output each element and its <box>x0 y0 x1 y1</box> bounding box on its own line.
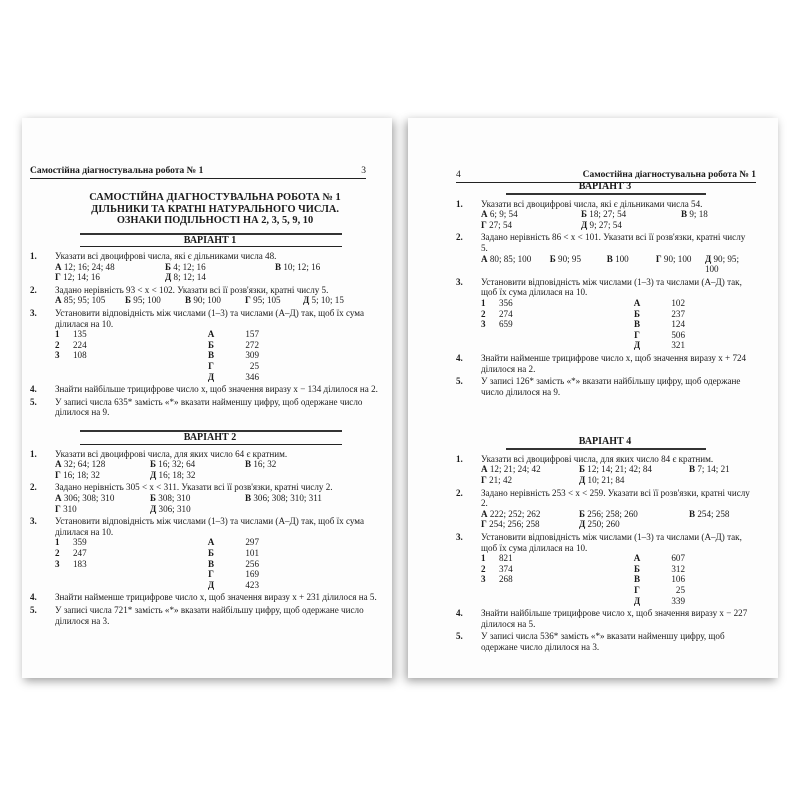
task-3 <box>30 516 390 590</box>
text: 297 <box>245 537 259 548</box>
task-4 <box>456 608 754 629</box>
text: 1 <box>481 553 486 564</box>
task-5 <box>456 376 754 397</box>
task-5 <box>30 605 390 626</box>
text: 1 <box>55 537 60 548</box>
text: Б <box>207 339 214 350</box>
text: А <box>207 329 215 340</box>
text: ОЗНАКИ ПОДІЛЬНОСТІ НА 2, 3, 5, 9, 10 <box>116 215 314 226</box>
option: Б 4; 12; 16 <box>165 261 206 272</box>
option: Г 16; 18; 32 <box>55 469 100 480</box>
text: 108 <box>73 350 87 361</box>
text: САМОСТІЙНА ДІАГНОСТУВАЛЬНА РОБОТА № 1 <box>89 192 341 203</box>
text: 124 <box>671 319 685 330</box>
work-title <box>60 192 370 227</box>
text: Установити відповідність між числами (1–3) та числами (А–Д) так, щоб їх сума ділилася на 10. <box>55 308 365 329</box>
text: 4. <box>456 608 463 619</box>
text: А <box>207 537 215 548</box>
text: 247 <box>73 547 87 558</box>
text: 312 <box>671 563 685 574</box>
text: В <box>207 558 215 569</box>
task-5 <box>456 631 754 652</box>
text: Б <box>633 308 640 319</box>
text: Б <box>633 563 640 574</box>
text: 2 <box>55 339 60 350</box>
option: А 222; 252; 262 <box>481 508 541 519</box>
header-title: Самостійна діагностувальна робота № 1 <box>30 166 204 176</box>
task-2 <box>456 488 754 530</box>
task-2 <box>30 285 390 306</box>
text: 2. <box>456 487 463 498</box>
text: Указати всі двоцифрові числа, які є дільниками числа 54. <box>481 198 703 209</box>
text: Д <box>633 340 641 351</box>
option: А 80; 85; 100 <box>481 253 532 264</box>
text: 101 <box>245 547 259 558</box>
option: Б 12; 14; 21; 42; 84 <box>579 464 652 475</box>
task-1 <box>456 454 754 486</box>
option: Г 310 <box>55 503 77 514</box>
task-4 <box>30 384 390 395</box>
option: Д 250; 260 <box>579 519 620 530</box>
text: 268 <box>499 574 513 585</box>
text: Задано нерівність 93 < x < 102. Указати всі її розв'язки, кратні числу 5. <box>55 284 329 295</box>
text: 346 <box>245 371 259 382</box>
text: 5. <box>30 396 37 407</box>
text: Задано нерівність 86 < x < 101. Указати всі її розв'язки, кратні числу 5. <box>481 232 746 253</box>
text: 321 <box>671 340 685 351</box>
text: 4. <box>456 352 463 363</box>
text: 4. <box>30 384 37 395</box>
text: 106 <box>671 574 685 585</box>
matching-table <box>481 553 754 606</box>
text: Г <box>634 585 640 595</box>
text: 183 <box>73 558 87 569</box>
text: Г <box>634 329 640 340</box>
text: 25 <box>675 585 685 595</box>
text: 3. <box>30 308 37 319</box>
text: Знайти найбільше трицифрове число x, щоб значення виразу x − 227 ділилося на 5. <box>481 608 748 629</box>
text: 659 <box>499 319 513 330</box>
text: Указати всі двоцифрові числа, для яких число 84 є кратним. <box>481 453 714 464</box>
text: А <box>633 553 641 564</box>
option: Г 27; 54 <box>481 219 513 230</box>
text: 356 <box>499 297 513 308</box>
text: 359 <box>73 537 87 548</box>
task-4 <box>30 592 390 603</box>
text: 1. <box>456 453 463 464</box>
option: Г 95; 105 <box>245 295 281 306</box>
text: Установити відповідність між числами (1–3) та числами (А–Д) так, щоб їх сума ділилася на 10. <box>55 516 365 537</box>
variant-4-heading: ВАРІАНТ 4 <box>578 436 632 448</box>
task-3 <box>456 532 754 606</box>
text: Д <box>207 371 215 382</box>
text: Указати всі двоцифрові числа, які є дільниками числа 48. <box>55 251 277 262</box>
left-page <box>22 118 392 678</box>
text: Установити відповідність між числами (1–3) та числами (А–Д) так, щоб їх сума ділилася на 10. <box>481 532 742 553</box>
text: 4. <box>30 592 37 603</box>
text: 506 <box>671 329 685 340</box>
option: Д 90; 95; 100 <box>704 253 739 275</box>
option: В 306; 308; 310; 311 <box>245 492 322 503</box>
text: 157 <box>245 329 259 340</box>
text: В <box>207 350 215 361</box>
variant-rule <box>506 448 706 450</box>
option: Б 90; 95 <box>549 253 582 264</box>
variant-3-heading: ВАРІАНТ 3 <box>578 181 632 192</box>
header-rule <box>30 178 366 179</box>
text: 5. <box>456 376 463 387</box>
option: В 254; 258 <box>689 508 730 519</box>
text: Д <box>207 579 215 590</box>
option: Г 21; 42 <box>481 475 513 486</box>
text: 224 <box>73 339 87 350</box>
variant-rule <box>80 246 342 247</box>
text: А <box>633 297 641 308</box>
matching-table <box>55 329 390 382</box>
text: 237 <box>671 308 685 319</box>
text: 339 <box>671 595 685 606</box>
text: 607 <box>671 553 685 564</box>
text: У записі числа 635* замість «*» вказати найменшу цифру, щоб одержане число ділилося на 9. <box>55 396 363 418</box>
text: 5. <box>30 604 37 615</box>
text: Знайти найменше трицифрове число x, щоб значення виразу x + 724 ділилося на 2. <box>481 352 747 374</box>
option: А 32; 64; 128 <box>55 459 106 470</box>
variant-rule <box>506 193 706 195</box>
text: Указати всі двоцифрові числа, для яких число 64 є кратним. <box>55 448 288 459</box>
option: Д 16; 18; 32 <box>150 469 196 480</box>
text: 2 <box>481 308 486 319</box>
option: Б 308; 310 <box>150 492 191 503</box>
option: А 85; 95; 105 <box>55 295 106 306</box>
text: У записі 126* замість «*» вказати найбільшу цифру, щоб одержане число ділилося на 9. <box>481 376 741 397</box>
text: 2 <box>55 547 60 558</box>
matching-table <box>55 537 390 590</box>
text: 423 <box>245 579 259 590</box>
text: У записі числа 536* замість «*» вказати найменшу цифру, щоб одержане число ділилося на 3. <box>481 631 725 652</box>
text: ДІЛЬНИКИ ТА КРАТНІ НАТУРАЛЬНОГО ЧИСЛА. <box>91 203 339 215</box>
text: 102 <box>671 297 685 308</box>
option: Б 18; 27; 54 <box>581 209 627 220</box>
text: 3 <box>481 319 486 330</box>
option: Д 5; 10; 15 <box>303 295 344 306</box>
header-title: Самостійна діагностувальна робота № 1 <box>582 170 756 180</box>
variant-rule <box>80 444 342 445</box>
text: Задано нерівність 253 < x < 259. Указати всі її розв'язки, кратні числу 2. <box>481 487 750 509</box>
text: 3. <box>30 516 37 527</box>
option: В 90; 100 <box>185 295 221 306</box>
option: В 10; 12; 16 <box>275 261 321 272</box>
option: В 9; 18 <box>681 209 708 220</box>
option: Г 90; 100 <box>655 253 692 264</box>
text: Г <box>208 361 214 372</box>
text: 1 <box>481 297 486 308</box>
task-5 <box>30 397 390 418</box>
variant-2-heading: ВАРІАНТ 2 <box>183 432 237 443</box>
right-content <box>456 182 754 653</box>
page-number: 4 <box>456 170 461 180</box>
text: 5. <box>456 631 463 642</box>
option: Д 8; 12; 14 <box>165 272 206 283</box>
text: Б <box>207 547 214 558</box>
right-page <box>408 118 778 678</box>
option: А 12; 21; 24; 42 <box>481 464 541 475</box>
text: 1. <box>30 251 37 262</box>
text: 1 <box>55 329 60 340</box>
option: Г 254; 256; 258 <box>481 519 540 530</box>
option: Д 306; 310 <box>150 503 191 514</box>
option: Д 10; 21; 84 <box>579 475 625 486</box>
text: 256 <box>245 558 259 569</box>
variant-1-heading: ВАРІАНТ 1 <box>183 234 237 246</box>
task-1 <box>30 449 390 481</box>
text: 1. <box>30 448 37 459</box>
text: 169 <box>245 569 259 580</box>
text: Д <box>633 595 641 606</box>
text: 135 <box>73 329 87 340</box>
text: 309 <box>245 350 259 361</box>
task-4 <box>456 353 754 374</box>
option: Б 95; 100 <box>125 295 161 306</box>
option: А 6; 9; 54 <box>481 209 518 220</box>
text: У записі числа 721* замість «*» вказати найбільшу цифру, щоб одержане число ділилося на 3. <box>55 604 364 626</box>
running-header <box>30 166 366 176</box>
text: Задано нерівність 305 < x < 311. Указати всі її розв'язки, кратні числу 2. <box>55 482 333 493</box>
text: 3. <box>456 532 463 543</box>
option: В 100 <box>606 253 629 264</box>
task-1 <box>456 199 754 231</box>
text: 3 <box>55 558 60 569</box>
text: 3. <box>456 276 463 287</box>
matching-table <box>481 298 754 351</box>
page-number: 3 <box>361 166 366 176</box>
text: 821 <box>499 553 513 564</box>
text: Установити відповідність між числами (1–3) та числами (А–Д) так, щоб їх сума ділилася на 10. <box>481 276 742 298</box>
text: В <box>633 319 641 330</box>
text: 3 <box>55 350 60 361</box>
text: 1. <box>456 198 463 209</box>
option: А 306; 308; 310 <box>55 492 115 503</box>
text: 3 <box>481 574 486 585</box>
text: В <box>633 574 641 585</box>
text: Г <box>208 569 214 580</box>
text: Знайти найменше трицифрове число x, щоб значення виразу x + 231 ділилося на 5. <box>55 592 377 603</box>
task-2 <box>456 232 754 274</box>
option: Г 12; 14; 16 <box>55 272 100 283</box>
text: 2 <box>481 563 486 574</box>
task-2 <box>30 482 390 514</box>
text: 25 <box>249 361 259 372</box>
task-1 <box>30 251 390 283</box>
option: В 16; 32 <box>245 459 277 470</box>
task-3 <box>456 277 754 351</box>
text: 274 <box>499 308 513 319</box>
task-3 <box>30 308 390 382</box>
text: 2. <box>456 232 463 243</box>
text: 272 <box>245 339 259 350</box>
text: 2. <box>30 284 37 295</box>
option: Б 256; 258; 260 <box>579 508 638 519</box>
option: Д 9; 27; 54 <box>581 219 622 230</box>
option: В 7; 14; 21 <box>689 464 730 475</box>
option: А 12; 16; 24; 48 <box>55 261 115 272</box>
option: Б 16; 32; 64 <box>150 459 196 470</box>
running-header <box>456 170 756 180</box>
text: 2. <box>30 482 37 493</box>
left-content <box>30 184 390 626</box>
text: 374 <box>499 563 513 574</box>
text: Знайти найбільше трицифрове число x, щоб значення виразу x − 134 ділилося на 2. <box>55 384 378 395</box>
